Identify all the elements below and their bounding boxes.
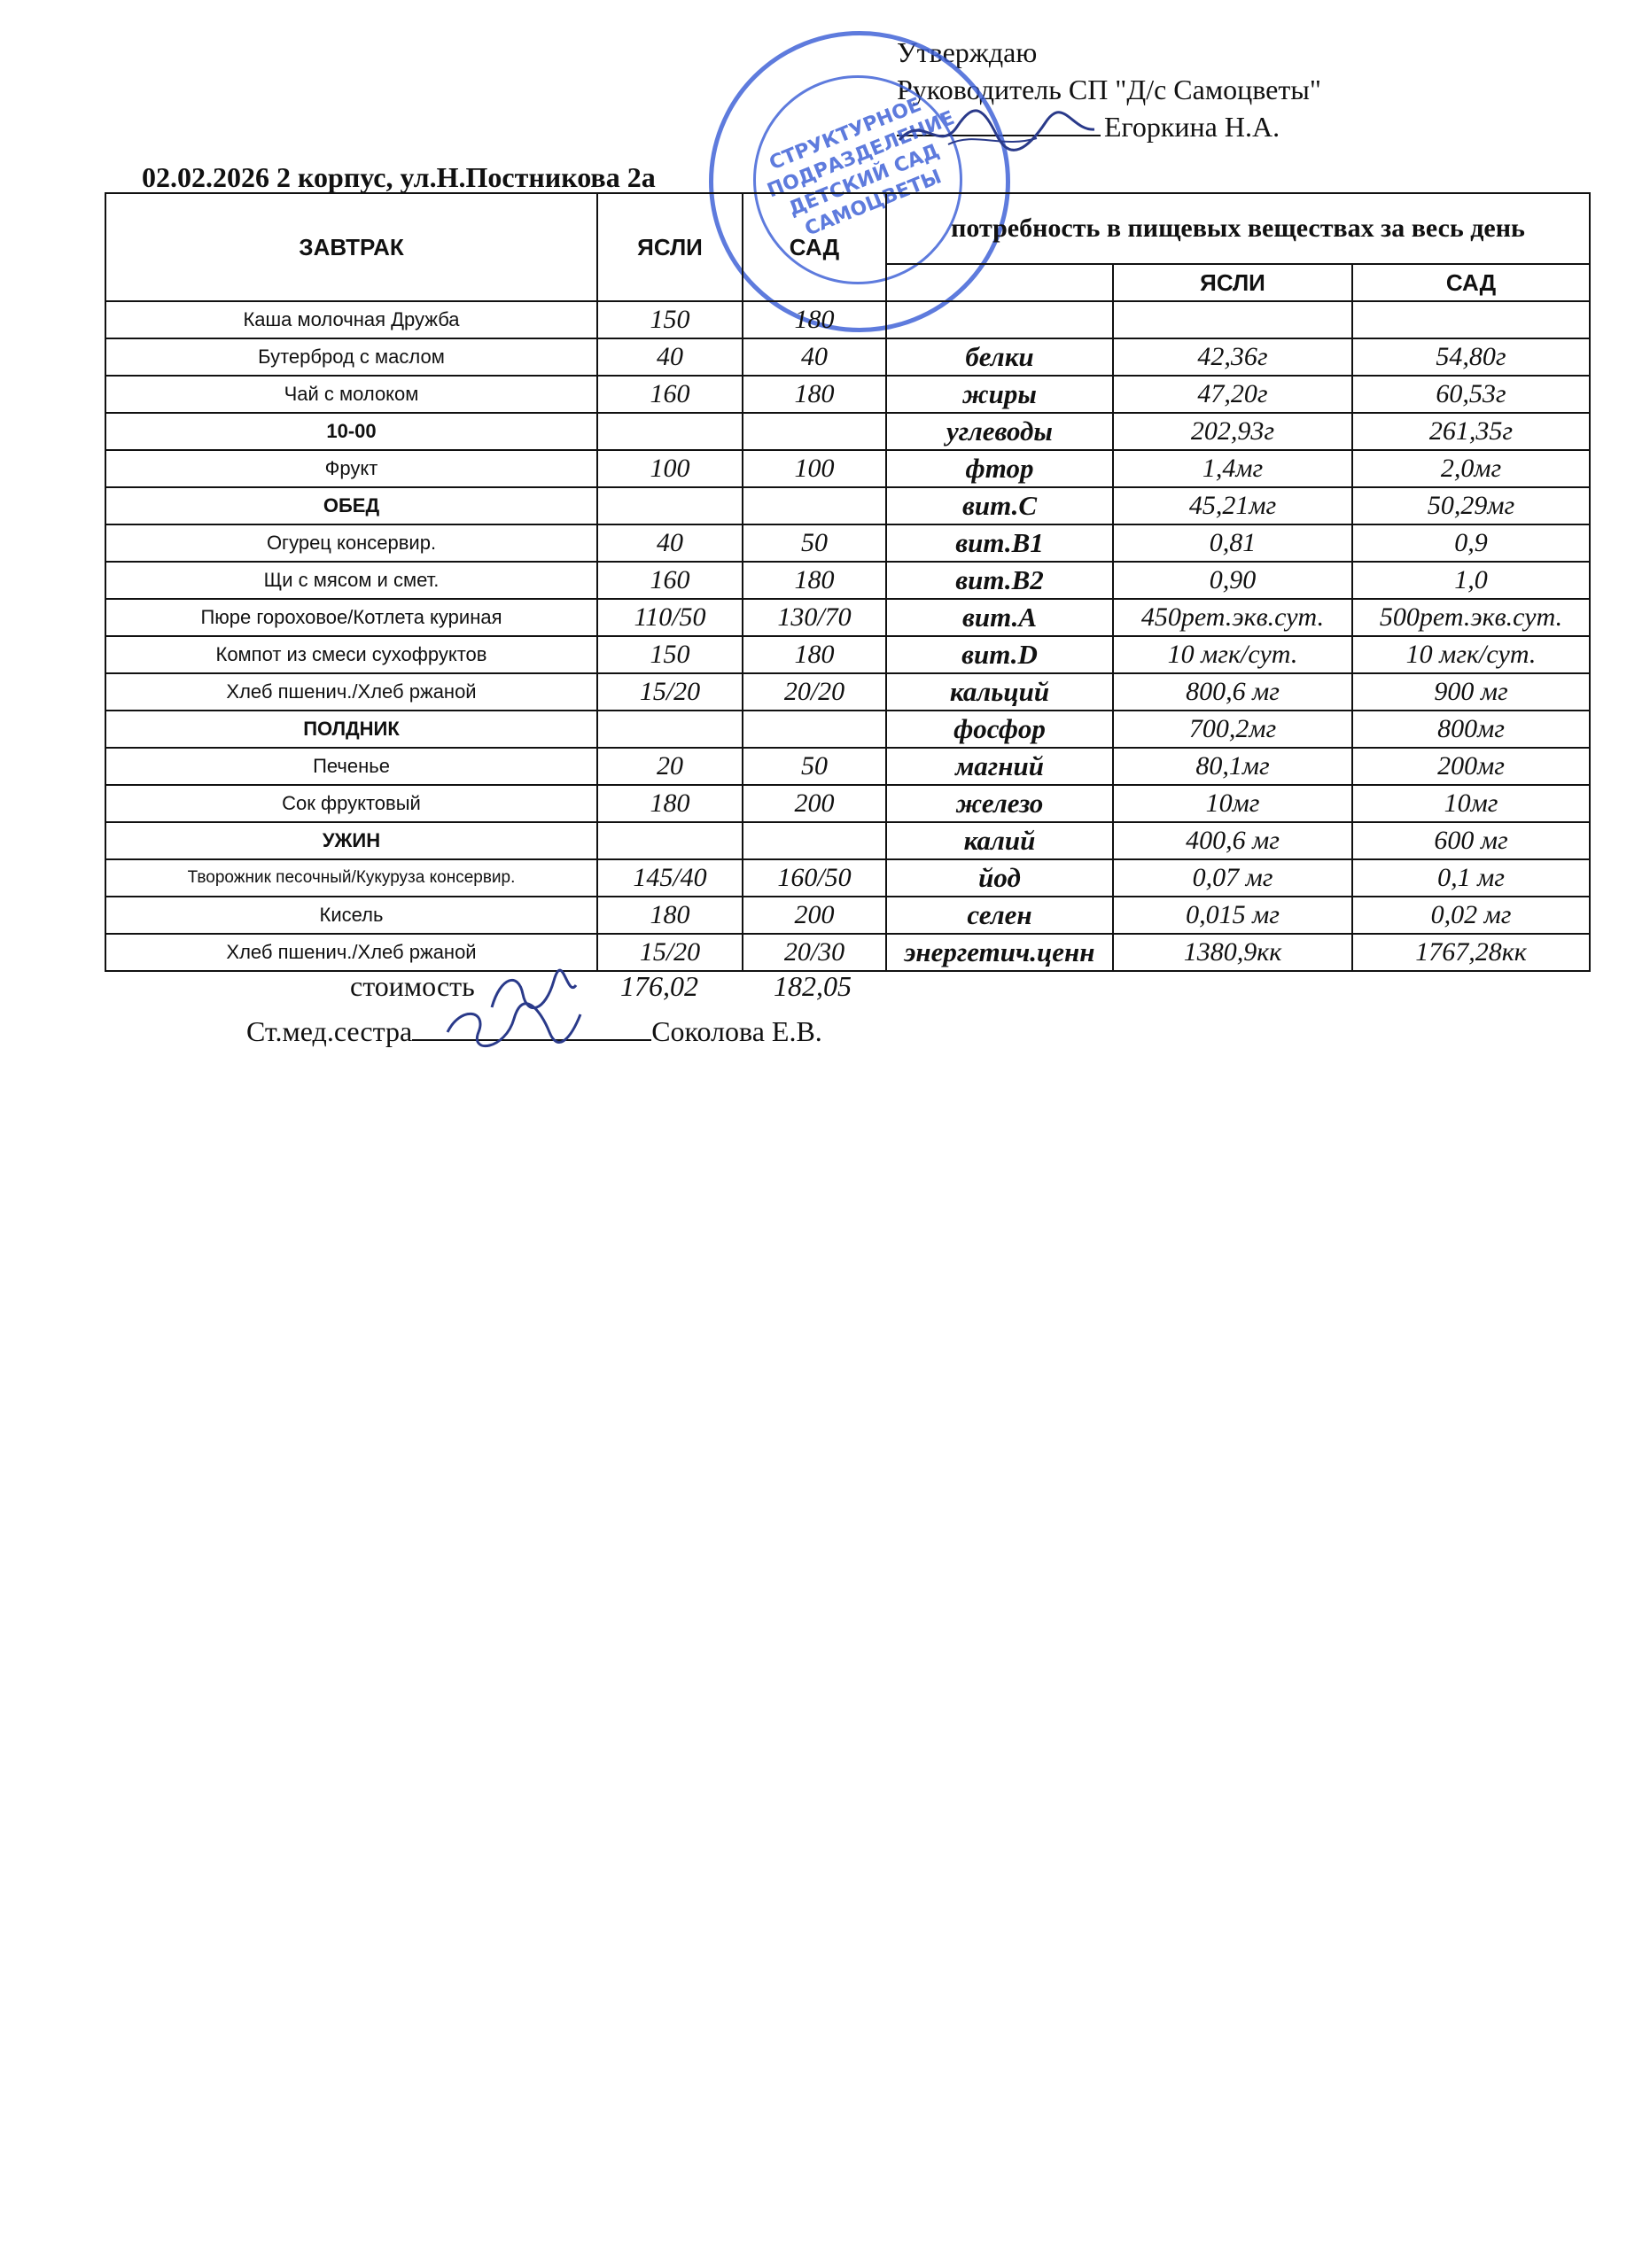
- approval-title: Утверждаю: [897, 36, 1038, 68]
- table-header-row: [105, 193, 1590, 264]
- table-row: [105, 897, 1590, 934]
- nutrient-name: вит.С: [886, 487, 1113, 524]
- nursery-portion: 20: [597, 748, 743, 785]
- nursery-portion: 15/20: [597, 673, 743, 711]
- needs-nursery-header: ЯСЛИ: [1113, 264, 1352, 301]
- table-row: [105, 338, 1590, 376]
- garden-portion: 100: [743, 450, 886, 487]
- needs-blank-cell: [886, 264, 1113, 301]
- nursery-portion: 145/40: [597, 859, 743, 897]
- dish-name: Огурец консервир.: [105, 524, 597, 562]
- nutrient-name: вит.В1: [886, 524, 1113, 562]
- nursery-portion: 15/20: [597, 934, 743, 971]
- nutrient-garden: [1352, 301, 1590, 338]
- dish-name: Бутерброд с маслом: [105, 338, 597, 376]
- nursery-portion: 150: [597, 636, 743, 673]
- nutrient-nursery: 0,07 мг: [1113, 859, 1352, 897]
- needs-header: потребность в пищевых веществах за весь день: [886, 193, 1590, 264]
- garden-portion: [743, 413, 886, 450]
- table-row: [105, 301, 1590, 338]
- nutrient-name: магний: [886, 748, 1113, 785]
- nutrient-garden: 2,0мг: [1352, 450, 1590, 487]
- nursery-portion: 160: [597, 562, 743, 599]
- cost-nursery: 176,02: [620, 970, 698, 1002]
- nursery-portion: [597, 487, 743, 524]
- dish-name: Творожник песочный/Кукуруза консервир.: [105, 859, 597, 897]
- dish-name: Хлеб пшенич./Хлеб ржаной: [105, 934, 597, 971]
- garden-portion: 20/20: [743, 673, 886, 711]
- nutrient-garden: 200мг: [1352, 748, 1590, 785]
- table-row: [105, 413, 1590, 450]
- nurse-title: Ст.мед.сестра: [246, 1015, 413, 1047]
- cost-line: [350, 970, 852, 1003]
- dish-name: Чай с молоком: [105, 376, 597, 413]
- garden-portion: 180: [743, 562, 886, 599]
- stamp-text: СТРУКТУРНОЕ ПОДРАЗДЕЛЕНИЕ ДЕТСКИЙ САД САМОЦВЕТЫ: [764, 93, 958, 241]
- nutrient-name: энергетич.ценн: [886, 934, 1113, 971]
- nutrient-nursery: 10мг: [1113, 785, 1352, 822]
- meal-section: УЖИН: [105, 822, 597, 859]
- table-row: [105, 599, 1590, 636]
- garden-portion: 200: [743, 785, 886, 822]
- garden-portion: [743, 822, 886, 859]
- nutrient-name: вит.В2: [886, 562, 1113, 599]
- nutrient-nursery: 700,2мг: [1113, 711, 1352, 748]
- nutrient-garden: 600 мг: [1352, 822, 1590, 859]
- dish-name: Компот из смеси сухофруктов: [105, 636, 597, 673]
- table-row: [105, 859, 1590, 897]
- nutrient-name: вит.D: [886, 636, 1113, 673]
- nutrient-nursery: 450рет.экв.сут.: [1113, 599, 1352, 636]
- nursery-portion: [597, 711, 743, 748]
- nutrient-nursery: 800,6 мг: [1113, 673, 1352, 711]
- nursery-portion: [597, 822, 743, 859]
- nursery-portion: 160: [597, 376, 743, 413]
- col-nursery-header: ЯСЛИ: [597, 193, 743, 301]
- dish-name: Каша молочная Дружба: [105, 301, 597, 338]
- garden-portion: 20/30: [743, 934, 886, 971]
- menu-table: [105, 192, 1591, 972]
- dish-name: Печенье: [105, 748, 597, 785]
- garden-portion: 180: [743, 376, 886, 413]
- nutrient-name: кальций: [886, 673, 1113, 711]
- meal-section: ОБЕД: [105, 487, 597, 524]
- nutrient-garden: 10 мгк/сут.: [1352, 636, 1590, 673]
- nutrient-garden: 10мг: [1352, 785, 1590, 822]
- table-row: [105, 785, 1590, 822]
- table-row: [105, 376, 1590, 413]
- table-row: [105, 711, 1590, 748]
- nutrient-nursery: 45,21мг: [1113, 487, 1352, 524]
- nurse-signature: [443, 1001, 585, 1054]
- nutrient-garden: 0,9: [1352, 524, 1590, 562]
- garden-portion: [743, 487, 886, 524]
- table-row: [105, 673, 1590, 711]
- garden-portion: 40: [743, 338, 886, 376]
- table-row: [105, 450, 1590, 487]
- nurse-name: Соколова Е.В.: [651, 1015, 822, 1047]
- garden-portion: [743, 711, 886, 748]
- nutrient-garden: 1767,28кк: [1352, 934, 1590, 971]
- table-row: [105, 822, 1590, 859]
- nutrient-nursery: 10 мгк/сут.: [1113, 636, 1352, 673]
- garden-portion: 50: [743, 524, 886, 562]
- garden-portion: 180: [743, 301, 886, 338]
- nutrient-name: [886, 301, 1113, 338]
- dish-name: Кисель: [105, 897, 597, 934]
- garden-portion: 50: [743, 748, 886, 785]
- nursery-portion: 100: [597, 450, 743, 487]
- nursery-portion: [597, 413, 743, 450]
- nutrient-nursery: 1380,9кк: [1113, 934, 1352, 971]
- dish-name: Сок фруктовый: [105, 785, 597, 822]
- nutrient-nursery: 47,20г: [1113, 376, 1352, 413]
- nutrient-name: жиры: [886, 376, 1113, 413]
- table-row: [105, 487, 1590, 524]
- nutrient-garden: 60,53г: [1352, 376, 1590, 413]
- nutrient-nursery: 1,4мг: [1113, 450, 1352, 487]
- table-row: [105, 562, 1590, 599]
- nursery-portion: 180: [597, 785, 743, 822]
- nursery-portion: 110/50: [597, 599, 743, 636]
- nutrient-garden: 800мг: [1352, 711, 1590, 748]
- nutrient-name: фтор: [886, 450, 1113, 487]
- nutrient-name: железо: [886, 785, 1113, 822]
- nutrient-garden: 0,02 мг: [1352, 897, 1590, 934]
- nutrient-name: белки: [886, 338, 1113, 376]
- dish-name: Хлеб пшенич./Хлеб ржаной: [105, 673, 597, 711]
- nutrient-nursery: 42,36г: [1113, 338, 1352, 376]
- meal-section: ПОЛДНИК: [105, 711, 597, 748]
- nutrient-name: вит.А: [886, 599, 1113, 636]
- nutrient-nursery: 0,81: [1113, 524, 1352, 562]
- table-row: [105, 748, 1590, 785]
- director-signature: [895, 105, 1099, 158]
- nutrient-nursery: [1113, 301, 1352, 338]
- meal-section: 10-00: [105, 413, 597, 450]
- nutrient-name: калий: [886, 822, 1113, 859]
- nutrient-garden: 500рет.экв.сут.: [1352, 599, 1590, 636]
- nursery-portion: 40: [597, 338, 743, 376]
- nutrient-nursery: 80,1мг: [1113, 748, 1352, 785]
- nutrient-nursery: 0,015 мг: [1113, 897, 1352, 934]
- col-garden-header: САД: [743, 193, 886, 301]
- garden-portion: 130/70: [743, 599, 886, 636]
- nutrient-nursery: 202,93г: [1113, 413, 1352, 450]
- garden-portion: 200: [743, 897, 886, 934]
- nutrient-name: фосфор: [886, 711, 1113, 748]
- nutrient-garden: 0,1 мг: [1352, 859, 1590, 897]
- needs-garden-header: САД: [1352, 264, 1590, 301]
- table-row: [105, 934, 1590, 971]
- nutrient-nursery: 0,90: [1113, 562, 1352, 599]
- nutrient-nursery: 400,6 мг: [1113, 822, 1352, 859]
- nutrient-garden: 1,0: [1352, 562, 1590, 599]
- dish-name: Щи с мясом и смет.: [105, 562, 597, 599]
- date-address: 02.02.2026 2 корпус, ул.Н.Постникова 2а: [142, 161, 656, 193]
- dish-name: Фрукт: [105, 450, 597, 487]
- approval-position: Руководитель СП "Д/с Самоцветы": [897, 74, 1321, 105]
- table-row: [105, 524, 1590, 562]
- nursery-portion: 180: [597, 897, 743, 934]
- nutrient-garden: 50,29мг: [1352, 487, 1590, 524]
- nursery-portion: 40: [597, 524, 743, 562]
- garden-portion: 180: [743, 636, 886, 673]
- nutrient-garden: 261,35г: [1352, 413, 1590, 450]
- table-row: [105, 636, 1590, 673]
- nutrient-garden: 900 мг: [1352, 673, 1590, 711]
- approver-name: Егоркина Н.А.: [1104, 111, 1280, 143]
- cost-label: стоимость: [350, 970, 475, 1002]
- nutrient-garden: 54,80г: [1352, 338, 1590, 376]
- col-meal-header: ЗАВТРАК: [105, 193, 597, 301]
- nutrient-name: йод: [886, 859, 1113, 897]
- cost-garden: 182,05: [774, 970, 852, 1002]
- dish-name: Пюре гороховое/Котлета куриная: [105, 599, 597, 636]
- nutrient-name: селен: [886, 897, 1113, 934]
- nursery-portion: 150: [597, 301, 743, 338]
- garden-portion: 160/50: [743, 859, 886, 897]
- nutrient-name: углеводы: [886, 413, 1113, 450]
